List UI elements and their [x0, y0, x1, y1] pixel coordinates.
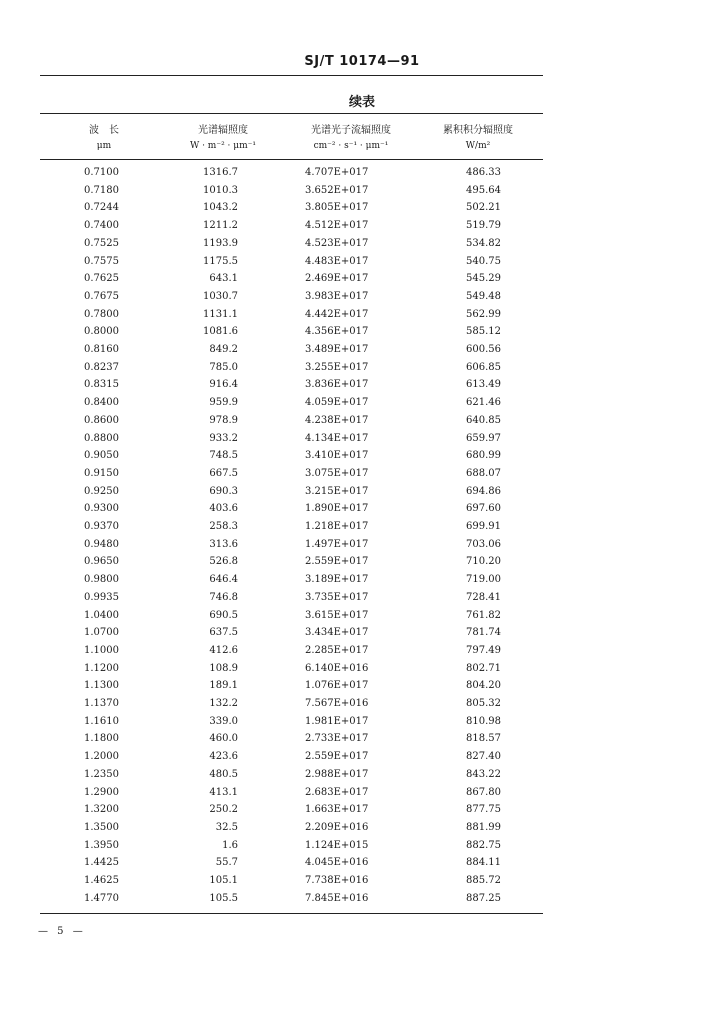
- cumulative-irradiance-cell: 659.97: [466, 433, 501, 444]
- photon-flux-cell: 4.238E+017: [305, 415, 369, 426]
- cumulative-irradiance-cell: 719.00: [466, 574, 501, 585]
- photon-flux-cell: 1.124E+015: [305, 840, 369, 851]
- photon-flux-cell: 2.988E+017: [305, 769, 369, 780]
- spectral-irradiance-cell: 1030.7: [203, 291, 238, 302]
- photon-flux-cell: 1.663E+017: [305, 804, 369, 815]
- spectral-irradiance-cell: 460.0: [209, 733, 238, 744]
- header-cumulative-irradiance-label: 累积积分辐照度: [443, 125, 513, 136]
- cumulative-irradiance-cell: 887.25: [466, 893, 501, 904]
- wavelength-cell: 1.2900: [84, 787, 119, 798]
- cumulative-irradiance-cell: 881.99: [466, 822, 501, 833]
- photon-flux-cell: 4.707E+017: [305, 167, 369, 178]
- cumulative-irradiance-cell: 495.64: [466, 185, 501, 196]
- wavelength-cell: 1.1300: [84, 680, 119, 691]
- wavelength-cell: 0.7400: [84, 220, 119, 231]
- cumulative-irradiance-cell: 621.46: [466, 397, 501, 408]
- header-rule: [40, 75, 543, 76]
- cumulative-irradiance-cell: 545.29: [466, 273, 501, 284]
- table-top-rule: [40, 113, 543, 114]
- wavelength-cell: 0.8160: [84, 344, 119, 355]
- wavelength-cell: 0.9300: [84, 503, 119, 514]
- photon-flux-cell: 3.489E+017: [305, 344, 369, 355]
- cumulative-irradiance-cell: 804.20: [466, 680, 501, 691]
- table-header-rule: [40, 159, 543, 160]
- photon-flux-cell: 6.140E+016: [305, 663, 369, 674]
- wavelength-cell: 1.4625: [84, 875, 119, 886]
- cumulative-irradiance-cell: 486.33: [466, 167, 501, 178]
- header-spectral-irradiance-label: 光谱辐照度: [198, 125, 248, 136]
- cumulative-irradiance-cell: 761.82: [466, 610, 501, 621]
- spectral-irradiance-cell: 480.5: [209, 769, 238, 780]
- photon-flux-cell: 3.434E+017: [305, 627, 369, 638]
- photon-flux-cell: 4.356E+017: [305, 326, 369, 337]
- cumulative-irradiance-cell: 585.12: [466, 326, 501, 337]
- photon-flux-cell: 7.567E+016: [305, 698, 369, 709]
- wavelength-cell: 0.9250: [84, 486, 119, 497]
- wavelength-cell: 0.7180: [84, 185, 119, 196]
- wavelength-cell: 0.7575: [84, 256, 119, 267]
- photon-flux-cell: 2.683E+017: [305, 787, 369, 798]
- spectral-irradiance-cell: 785.0: [209, 362, 238, 373]
- photon-flux-cell: 4.512E+017: [305, 220, 369, 231]
- header-cumulative-irradiance-unit: W/m²: [465, 141, 491, 151]
- photon-flux-cell: 1.981E+017: [305, 716, 369, 727]
- wavelength-cell: 1.0700: [84, 627, 119, 638]
- cumulative-irradiance-cell: 688.07: [466, 468, 501, 479]
- photon-flux-cell: 2.209E+016: [305, 822, 369, 833]
- spectral-irradiance-cell: 916.4: [209, 379, 238, 390]
- header-photon-flux-unit: cm⁻² · s⁻¹ · μm⁻¹: [313, 141, 389, 151]
- photon-flux-cell: 3.983E+017: [305, 291, 369, 302]
- cumulative-irradiance-cell: 882.75: [466, 840, 501, 851]
- spectral-irradiance-cell: 413.1: [209, 787, 238, 798]
- cumulative-irradiance-cell: 884.11: [466, 857, 501, 868]
- spectral-irradiance-cell: 1043.2: [203, 202, 238, 213]
- cumulative-irradiance-cell: 613.49: [466, 379, 501, 390]
- continued-label: 续表: [348, 95, 375, 110]
- cumulative-irradiance-cell: 827.40: [466, 751, 501, 762]
- photon-flux-cell: 3.215E+017: [305, 486, 369, 497]
- spectral-irradiance-cell: 637.5: [209, 627, 238, 638]
- spectral-irradiance-cell: 748.5: [209, 450, 238, 461]
- wavelength-cell: 0.9050: [84, 450, 119, 461]
- wavelength-cell: 0.7244: [84, 202, 119, 213]
- spectral-irradiance-cell: 646.4: [209, 574, 238, 585]
- cumulative-irradiance-cell: 540.75: [466, 256, 501, 267]
- photon-flux-cell: 4.523E+017: [305, 238, 369, 249]
- wavelength-cell: 0.9800: [84, 574, 119, 585]
- wavelength-cell: 0.7525: [84, 238, 119, 249]
- wavelength-cell: 0.9480: [84, 539, 119, 550]
- cumulative-irradiance-cell: 810.98: [466, 716, 501, 727]
- cumulative-irradiance-cell: 818.57: [466, 733, 501, 744]
- wavelength-cell: 0.8400: [84, 397, 119, 408]
- cumulative-irradiance-cell: 703.06: [466, 539, 501, 550]
- cumulative-irradiance-cell: 867.80: [466, 787, 501, 798]
- photon-flux-cell: 2.559E+017: [305, 556, 369, 567]
- cumulative-irradiance-cell: 534.82: [466, 238, 501, 249]
- photon-flux-cell: 4.442E+017: [305, 309, 369, 320]
- table-bottom-rule: [40, 913, 543, 914]
- cumulative-irradiance-cell: 549.48: [466, 291, 501, 302]
- wavelength-cell: 1.2000: [84, 751, 119, 762]
- cumulative-irradiance-cell: 697.60: [466, 503, 501, 514]
- cumulative-irradiance-cell: 694.86: [466, 486, 501, 497]
- spectral-irradiance-cell: 1.6: [222, 840, 238, 851]
- spectral-irradiance-cell: 403.6: [209, 503, 238, 514]
- cumulative-irradiance-cell: 699.91: [466, 521, 501, 532]
- cumulative-irradiance-cell: 600.56: [466, 344, 501, 355]
- spectral-irradiance-cell: 258.3: [209, 521, 238, 532]
- photon-flux-cell: 2.559E+017: [305, 751, 369, 762]
- cumulative-irradiance-cell: 640.85: [466, 415, 501, 426]
- spectral-irradiance-cell: 690.3: [209, 486, 238, 497]
- cumulative-irradiance-cell: 885.72: [466, 875, 501, 886]
- wavelength-cell: 0.8600: [84, 415, 119, 426]
- photon-flux-cell: 3.615E+017: [305, 610, 369, 621]
- spectral-irradiance-cell: 1175.5: [203, 256, 238, 267]
- wavelength-cell: 0.9370: [84, 521, 119, 532]
- cumulative-irradiance-cell: 519.79: [466, 220, 501, 231]
- spectral-irradiance-cell: 1316.7: [203, 167, 238, 178]
- photon-flux-cell: 4.134E+017: [305, 433, 369, 444]
- spectral-irradiance-cell: 849.2: [209, 344, 238, 355]
- photon-flux-cell: 3.255E+017: [305, 362, 369, 373]
- photon-flux-cell: 1.497E+017: [305, 539, 369, 550]
- photon-flux-cell: 1.076E+017: [305, 680, 369, 691]
- photon-flux-cell: 2.469E+017: [305, 273, 369, 284]
- spectral-irradiance-cell: 313.6: [209, 539, 238, 550]
- photon-flux-cell: 1.218E+017: [305, 521, 369, 532]
- cumulative-irradiance-cell: 805.32: [466, 698, 501, 709]
- spectral-irradiance-cell: 412.6: [209, 645, 238, 656]
- spectral-irradiance-cell: 105.1: [209, 875, 238, 886]
- cumulative-irradiance-cell: 728.41: [466, 592, 501, 603]
- spectral-irradiance-cell: 526.8: [209, 556, 238, 567]
- photon-flux-cell: 3.735E+017: [305, 592, 369, 603]
- spectral-irradiance-cell: 189.1: [209, 680, 238, 691]
- wavelength-cell: 0.9650: [84, 556, 119, 567]
- wavelength-cell: 0.8000: [84, 326, 119, 337]
- spectral-irradiance-cell: 108.9: [209, 663, 238, 674]
- wavelength-cell: 0.8800: [84, 433, 119, 444]
- cumulative-irradiance-cell: 781.74: [466, 627, 501, 638]
- photon-flux-cell: 1.890E+017: [305, 503, 369, 514]
- spectral-irradiance-cell: 55.7: [215, 857, 238, 868]
- wavelength-cell: 1.3950: [84, 840, 119, 851]
- wavelength-cell: 0.7800: [84, 309, 119, 320]
- cumulative-irradiance-cell: 802.71: [466, 663, 501, 674]
- spectral-irradiance-cell: 667.5: [209, 468, 238, 479]
- photon-flux-cell: 4.045E+016: [305, 857, 369, 868]
- spectral-irradiance-cell: 690.5: [209, 610, 238, 621]
- photon-flux-cell: 3.652E+017: [305, 185, 369, 196]
- wavelength-cell: 1.0400: [84, 610, 119, 621]
- photon-flux-cell: 2.733E+017: [305, 733, 369, 744]
- wavelength-cell: 0.7675: [84, 291, 119, 302]
- spectral-irradiance-cell: 1193.9: [203, 238, 238, 249]
- spectral-irradiance-cell: 105.5: [209, 893, 238, 904]
- wavelength-cell: 1.1000: [84, 645, 119, 656]
- photon-flux-cell: 2.285E+017: [305, 645, 369, 656]
- spectral-irradiance-cell: 933.2: [209, 433, 238, 444]
- photon-flux-cell: 4.483E+017: [305, 256, 369, 267]
- spectral-irradiance-cell: 32.5: [215, 822, 238, 833]
- wavelength-cell: 1.1800: [84, 733, 119, 744]
- photon-flux-cell: 7.738E+016: [305, 875, 369, 886]
- wavelength-cell: 1.1370: [84, 698, 119, 709]
- photon-flux-cell: 3.075E+017: [305, 468, 369, 479]
- cumulative-irradiance-cell: 710.20: [466, 556, 501, 567]
- wavelength-cell: 1.3500: [84, 822, 119, 833]
- spectral-irradiance-cell: 250.2: [209, 804, 238, 815]
- spectral-irradiance-cell: 1010.3: [203, 185, 238, 196]
- header-wavelength-label: 波 长: [89, 125, 119, 136]
- page-number: — 5 —: [38, 926, 86, 937]
- spectral-irradiance-cell: 1131.1: [203, 309, 238, 320]
- photon-flux-cell: 3.189E+017: [305, 574, 369, 585]
- wavelength-cell: 1.1200: [84, 663, 119, 674]
- header-photon-flux-label: 光谱光子流辐照度: [311, 125, 391, 136]
- cumulative-irradiance-cell: 877.75: [466, 804, 501, 815]
- wavelength-cell: 0.9935: [84, 592, 119, 603]
- cumulative-irradiance-cell: 562.99: [466, 309, 501, 320]
- spectral-irradiance-cell: 643.1: [209, 273, 238, 284]
- wavelength-cell: 1.4770: [84, 893, 119, 904]
- wavelength-cell: 1.2350: [84, 769, 119, 780]
- spectral-irradiance-cell: 746.8: [209, 592, 238, 603]
- spectral-irradiance-cell: 959.9: [209, 397, 238, 408]
- wavelength-cell: 0.8315: [84, 379, 119, 390]
- header-wavelength-unit: μm: [96, 141, 112, 151]
- spectral-irradiance-cell: 132.2: [209, 698, 238, 709]
- photon-flux-cell: 3.836E+017: [305, 379, 369, 390]
- wavelength-cell: 0.7625: [84, 273, 119, 284]
- cumulative-irradiance-cell: 843.22: [466, 769, 501, 780]
- photon-flux-cell: 3.410E+017: [305, 450, 369, 461]
- wavelength-cell: 0.8237: [84, 362, 119, 373]
- wavelength-cell: 0.9150: [84, 468, 119, 479]
- spectral-irradiance-cell: 978.9: [209, 415, 238, 426]
- wavelength-cell: 1.4425: [84, 857, 119, 868]
- spectral-irradiance-cell: 339.0: [209, 716, 238, 727]
- wavelength-cell: 1.1610: [84, 716, 119, 727]
- photon-flux-cell: 3.805E+017: [305, 202, 369, 213]
- cumulative-irradiance-cell: 502.21: [466, 202, 501, 213]
- photon-flux-cell: 7.845E+016: [305, 893, 369, 904]
- document-code: SJ/T 10174—91: [304, 54, 420, 69]
- spectral-irradiance-cell: 1211.2: [203, 220, 238, 231]
- wavelength-cell: 0.7100: [84, 167, 119, 178]
- cumulative-irradiance-cell: 797.49: [466, 645, 501, 656]
- cumulative-irradiance-cell: 606.85: [466, 362, 501, 373]
- cumulative-irradiance-cell: 680.99: [466, 450, 501, 461]
- spectral-irradiance-cell: 423.6: [209, 751, 238, 762]
- wavelength-cell: 1.3200: [84, 804, 119, 815]
- spectral-irradiance-cell: 1081.6: [203, 326, 238, 337]
- header-spectral-irradiance-unit: W · m⁻² · μm⁻¹: [189, 141, 257, 151]
- photon-flux-cell: 4.059E+017: [305, 397, 369, 408]
